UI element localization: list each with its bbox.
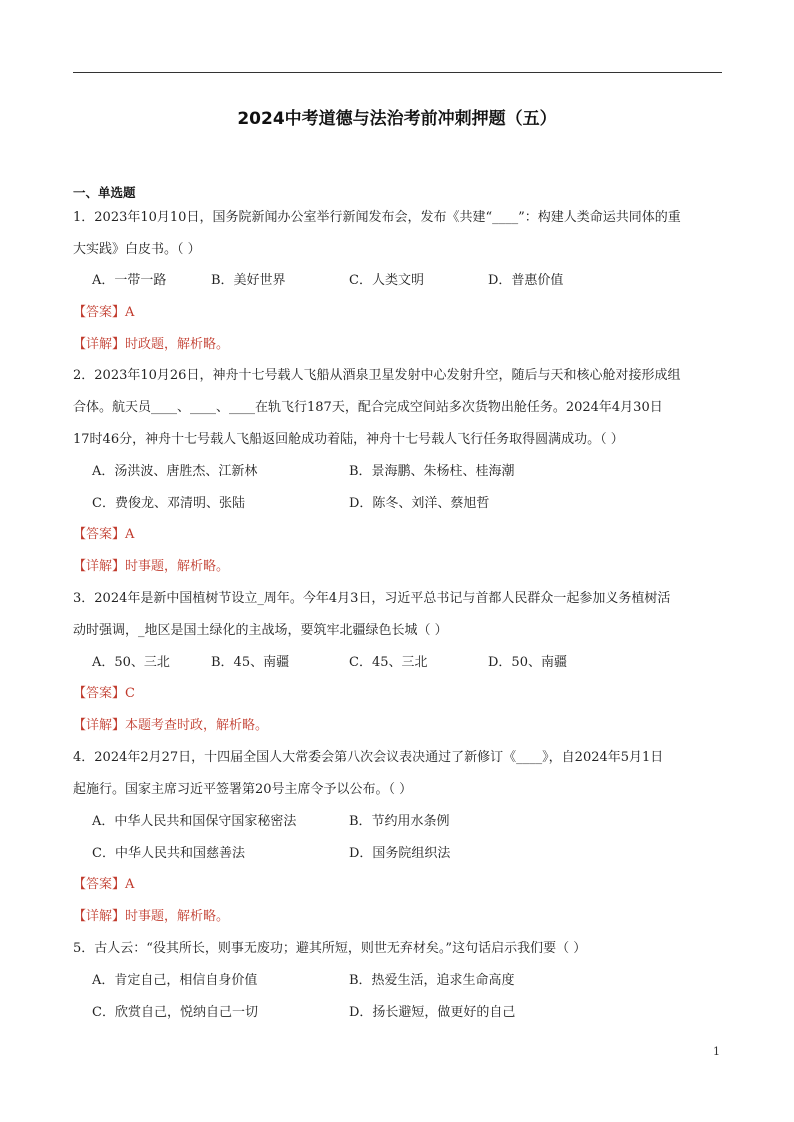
q1-option-c[interactable]: C．人类文明 (349, 273, 424, 288)
q1-line-1: 1．2023年10月10日，国务院新闻办公室举行新闻发布会，发布《共建“____”：构建人类命运共同体的重 (73, 210, 681, 225)
q1-line-2: 大实践》白皮书。（ ） (73, 242, 201, 257)
q1-option-b[interactable]: B．美好世界 (211, 273, 286, 288)
q3-detail: 【详解】本题考查时政，解析略。 (73, 718, 269, 733)
q5-line-1: 5．古人云：“役其所长，则事无废功；避其所短，则世无弃材矣。”这句话启示我们要（ ） (73, 941, 587, 956)
q3-option-b[interactable]: B．45、南疆 (211, 655, 290, 670)
q4-line-2: 起施行。国家主席习近平签署第20号主席令予以公布。（ ） (73, 782, 413, 797)
q3-answer: 【答案】C (73, 686, 135, 701)
q3-line-1: 3．2024年是新中国植树节设立_周年。今年4月3日，习近平总书记与首都人民群众一起参加义务植树活 (73, 591, 671, 606)
q4-option-c[interactable]: C．中华人民共和国慈善法 (92, 846, 245, 861)
q1-option-d[interactable]: D．普惠价值 (488, 273, 564, 288)
q4-detail: 【详解】时事题，解析略。 (73, 909, 230, 924)
q1-answer: 【答案】A (73, 305, 135, 320)
q5-option-d[interactable]: D．扬长避短，做更好的自己 (349, 1005, 516, 1020)
q2-line-2: 合体。航天员____、____、____在轨飞行187天，配合完成空间站多次货物出舱任务。2024年4月30日 (73, 400, 663, 415)
q4-answer: 【答案】A (73, 877, 135, 892)
q1-detail: 【详解】时政题，解析略。 (73, 337, 230, 352)
q2-option-b[interactable]: B．景海鹏、朱杨柱、桂海潮 (349, 464, 515, 479)
q2-option-c[interactable]: C．费俊龙、邓清明、张陆 (92, 496, 245, 511)
header-rule (73, 72, 722, 73)
page-number: 1 (713, 1045, 720, 1058)
q4-option-a[interactable]: A．中华人民共和国保守国家秘密法 (92, 814, 297, 829)
document-title: 2024中考道德与法治考前冲刺押题（五） (237, 109, 557, 129)
q4-line-1: 4．2024年2月27日，十四届全国人大常委会第八次会议表决通过了新修订《____》，自2024年5月1日 (73, 750, 664, 765)
q2-detail: 【详解】时事题，解析略。 (73, 559, 230, 574)
q2-line-3: 17时46分，神舟十七号载人飞船返回舱成功着陆，神舟十七号载人飞行任务取得圆满成功。（ ） (73, 432, 624, 447)
section-heading: 一、单选题 (73, 185, 136, 200)
q2-option-d[interactable]: D．陈冬、刘洋、蔡旭哲 (349, 496, 490, 511)
q2-answer: 【答案】A (73, 527, 135, 542)
q2-option-a[interactable]: A．汤洪波、唐胜杰、江新林 (92, 464, 258, 479)
q4-option-d[interactable]: D．国务院组织法 (349, 846, 451, 861)
q3-line-2: 动时强调，_地区是国土绿化的主战场，要筑牢北疆绿色长城（ ） (73, 623, 448, 638)
q4-option-b[interactable]: B．节约用水条例 (349, 814, 450, 829)
q3-option-c[interactable]: C．45、三北 (349, 655, 428, 670)
q1-option-a[interactable]: A．一带一路 (92, 273, 167, 288)
q5-option-b[interactable]: B．热爱生活，追求生命高度 (349, 973, 515, 988)
q5-option-c[interactable]: C．欣赏自己，悦纳自己一切 (92, 1005, 258, 1020)
q5-option-a[interactable]: A．肯定自己，相信自身价值 (92, 973, 258, 988)
q3-option-d[interactable]: D．50、南疆 (488, 655, 567, 670)
q2-line-1: 2．2023年10月26日，神舟十七号载人飞船从酒泉卫星发射中心发射升空，随后与天和核心舱对接形成组 (73, 368, 681, 383)
q3-option-a[interactable]: A．50、三北 (92, 655, 170, 670)
